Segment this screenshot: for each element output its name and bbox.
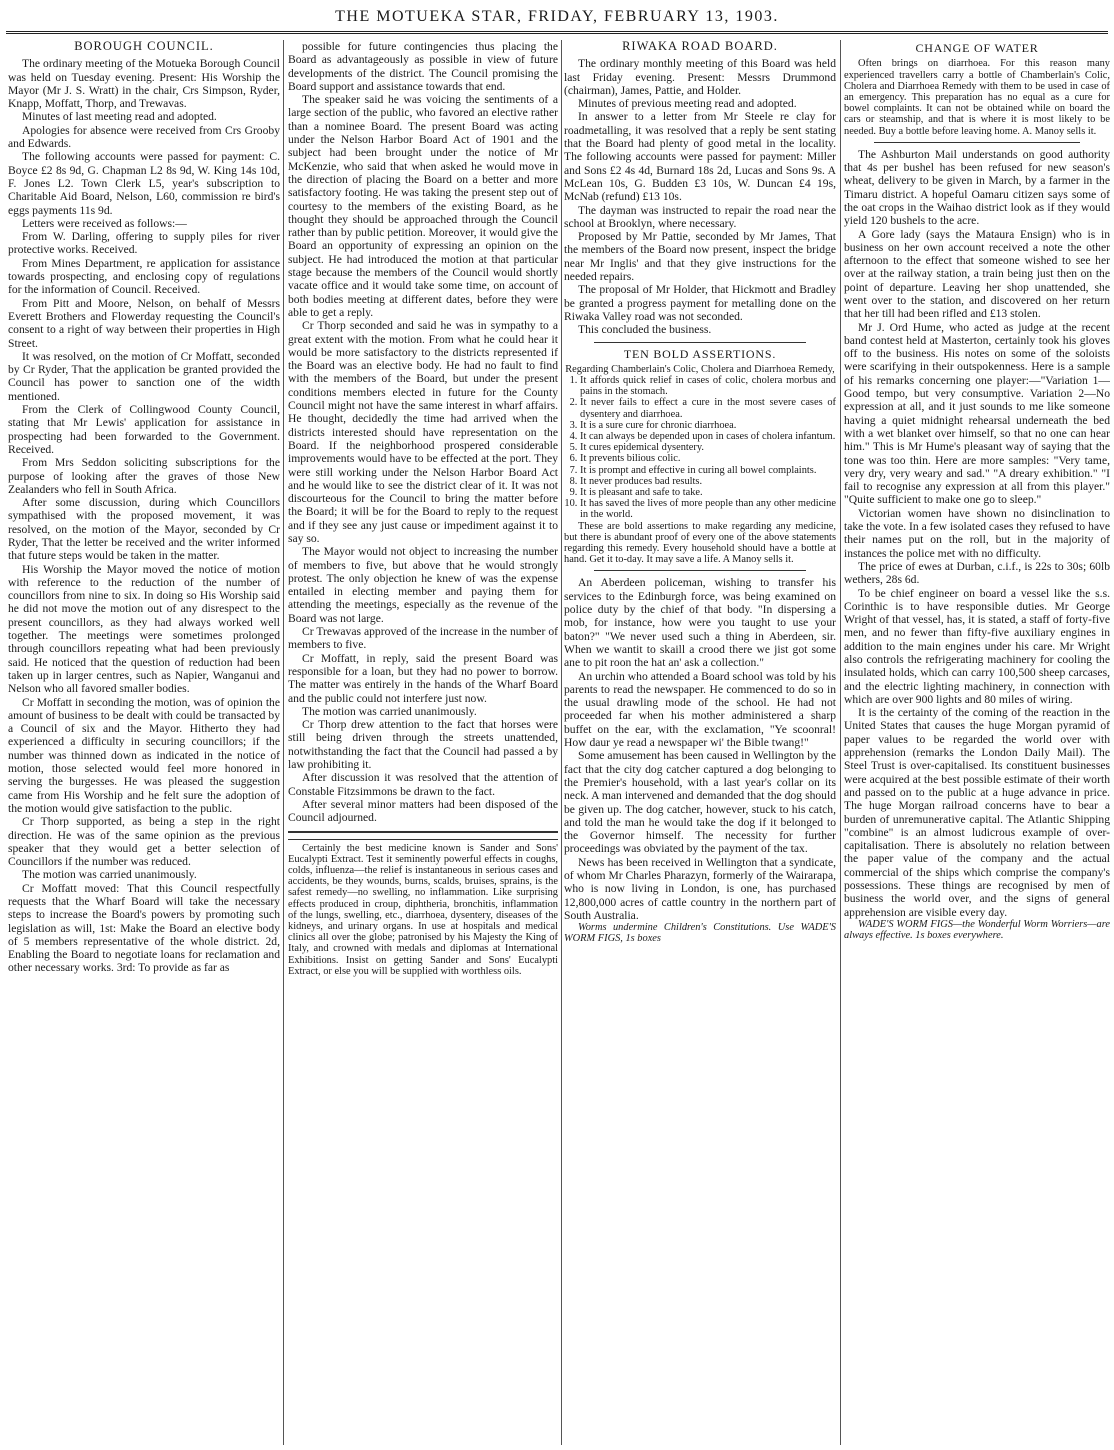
paragraph: It is the certainty of the coming of the reaction in the United States that causes the huge Morgan pyramid of paper values to be regarded the world over with apprehension (remarks the London Daily Mail). The Steel Trust is over-capitalised. Its constituent businesses were acquired at the best possible estimate of their worth and passed on to the public at a huge advance in price. The huge Morgan railroad concerns have to bear a burden of unremunerative capital. The Atlantic Shipping "combine" is an almost ludicrous example of over-capitalisation. There is absolutely no relation between the paper value of the company and the actual commercial of the ships which comprise the company's possessions. These things are recognised by men of business the world over, and the signs of general apprehension are visible every day. [844, 706, 1110, 919]
paragraph: possible for future contingencies thus placing the Board as advantageously as possible in view of future developments of the district. The Council promising the Board support and assistance towards that end. [288, 40, 558, 93]
paragraph: Cr Moffatt in seconding the motion, was of opinion the amount of business to be dealt with could be transacted by a Council of six and the Mayor. Hitherto they had experienced a difficulty in securing councillors; if the number was thinned down as indicated in the notice of motion, those selected would feel more honored in serving the burgesses. He was pleased the suggestion came from His Worship and he felt sure the adoption of the motion would give satisfaction to the public. [8, 695, 280, 815]
assertions-heading: TEN BOLD ASSERTIONS. [623, 346, 777, 361]
paragraph: To be chief engineer on board a vessel like the s.s. Corinthic is to have responsible duties. Mr George Wright of that vessel, has, it is stated, a staff of forty-five men, and no fewer than fifty-five auxiliary engines in addition to the main engines under his care. Mr Wright also controls the refrigerating machinery for cooling the insulated holds, which can carry 100,500 sheep carcases, and the electric lighting machinery, in connection with which are over 900 lights and 80 miles of wiring. [844, 586, 1110, 706]
paragraph: The following accounts were passed for payment: C. Boyce £2 8s 9d, G. Chapman L2 8s 9d, W. King 14s 10d, F. Jones L2. Town Clerk L5, year's subscription to Charitable Aid Board, Nelson, L60, commission re bird's eggs payments 11s 9d. [8, 150, 280, 217]
masthead-rule [6, 31, 1108, 34]
article-body [288, 40, 558, 825]
paragraph: Cr Thorp seconded and said he was in sympathy to a great extent with the motion. From what he could hear it would be more satisfactory to the districts represented if the Board was an elective body. He had no fault to find with the members of the Board, but under the present conditions members elected in future for the County Council might not have the same interest in wharf affairs. He thought, decidedly the time had arrived when the districts interested should have representation on the Board. If the neighborhood prospered considerable improvements would have to be effected at the port. They were still working under the Nelson Harbor Board Act and he would like to see the district clear of it. It was not discourteous for the Council to bring the matter before the Board; it will be for the Board to reply to the request and if they see any just cause or impediment against it to say so. [288, 319, 558, 545]
footer-advert: WADE'S WORM FIGS—the Wonderful Worm Worriers—are always effective. 1s boxes everywhere. [844, 918, 1110, 942]
article-body [844, 148, 1110, 919]
assertion-item: 7. It is prompt and effective in curing all bowel complaints. [580, 465, 836, 476]
paragraph: The Mayor would not object to increasing the number of members to five, but above that he would strongly protest. The only objection he knew of was the expense entailed in electing member and paying them for attending the meetings, especially as the revenue of the Board was not large. [288, 545, 558, 625]
paragraph: News has been received in Wellington that a syndicate, of whom Mr Charles Pharazyn, formerly of the Wairarapa, who is now living in London, is one, has purchased 12,800,000 acres of cattle country in the northern part of South Australia. [564, 855, 836, 922]
paragraph: This concluded the business. [578, 323, 712, 337]
paragraph: An Aberdeen policeman, wishing to transfer his services to the Edinburgh force, was being examined on police duty by the chief of that body. "In dispersing a mob, for instance, how were you taught to use your baton?" "We never used such a thing in Aberdeen, sir. When we wantit to skaill a crood there we jist got some ane to pit roon the hat an' ask a collection." [564, 576, 836, 670]
paragraph: A Gore lady (says the Mataura Ensign) who is in business on her own account received a note the other afternoon to the effect that someone wished to see her over at the railway station, a train being just then on the point of departure. Leaving her shop unattended, she went over to the station, and discovered on her return that her till had been rifled and £13 stolen. [844, 227, 1110, 321]
advert-change-of-water: Often brings on diarrhoea. For this reason many experienced travellers carry a bottle of Chamberlain's Colic, Cholera and Diarrhoea Remedy with them to be used in case of an emergency. This preparation has no equal as a cure for bowel complaints. It can not be obtained while on board the cars or steamship, and that is where it is most likely to be needed. Buy a bottle before leaving home. A. Manoy sells it. [844, 58, 1110, 137]
assertion-item: 4. It can always be depended upon in cases of cholera infantum. [580, 431, 836, 442]
paragraph: Minutes of previous meeting read and adopted. [578, 97, 797, 111]
paragraph: From the Clerk of Collingwood County Council, stating that Mr Lewis' application for assistance in prospecting had been forwarded to the Government. Received. [8, 403, 280, 456]
paragraph: Apologies for absence were received from Crs Grooby and Edwards. [8, 123, 280, 151]
paragraph: The motion was carried unanimously. [22, 868, 197, 882]
column-1 [8, 40, 280, 1448]
divider [594, 342, 806, 343]
assertion-item: 6. It prevents bilious colic. [580, 453, 836, 464]
paragraph: After several minor matters had been disposed of the Council adjourned. [288, 797, 558, 825]
article-body [564, 576, 836, 922]
advert-heading: CHANGE OF WATER [915, 41, 1039, 55]
paragraph: Victorian women have shown no disinclination to take the vote. In a few isolated cases they refused to have their names put on the roll, but in the majority of instances the police met with no difficulty. [844, 506, 1110, 560]
paragraph: Letters were received as follows:— [22, 216, 187, 230]
article-body [564, 57, 836, 336]
paragraph: After discussion it was resolved that the attention of Constable Fitzsimmons be drawn to the fact. [288, 771, 558, 798]
article-body [8, 57, 280, 974]
column-3 [564, 40, 836, 1448]
paragraph: An urchin who attended a Board school was told by his parents to read the newspaper. He commenced to do so in the usual drawling mode of the school. He had not proceeded far when his mother administered a sharp buffet on the ear, with the exclamation, "Ye scoonral! How daur ye read a newspaper wi' the Bible twang!" [564, 669, 836, 750]
assertion-item: 9. It is pleasant and safe to take. [580, 487, 836, 498]
paragraph: Cr Moffatt, in reply, said the present Board was responsible for a loan, but they had no power to borrow. The matter was entirely in the hands of the Wharf Board and the public could not interfere just now. [288, 651, 558, 705]
masthead [0, 2, 1114, 36]
paragraph: The motion was carried unanimously. [302, 704, 477, 718]
paragraph: From Pitt and Moore, Nelson, on behalf of Messrs Everett Brothers and Flowerday requesting the Council's consent to a right of way between their properties in High Street. [8, 296, 280, 350]
column-rule [561, 40, 562, 1445]
assertion-item: 10. It has saved the lives of more people than any other medicine in the world. [580, 498, 836, 520]
paragraph: In answer to a letter from Mr Steele re clay for roadmetalling, it was resolved that a reply be sent stating that the Board had plenty of good metal in the locality. The following accounts were passed for payment: Miller and Sons £2 4s 4d, Burnard 18s 2d, Lucas and Sons 9s. A McLean 10s, G. Budden £3 10s, W. Duncan £4 19s, McNab (refund) £13 10s. [564, 110, 836, 204]
assertion-item: 2. It never fails to effect a cure in the most severe cases of dysentery and diarrhoea. [580, 397, 836, 419]
paragraph: The speaker said he was voicing the sentiments of a large section of the public, who favored an elective rather than a nominee Board. The present Board was acting under the Nelson Harbor Board Act of 1901 and the subject had been brought under the notice of Mr McKenzie, who said that when asked he would move in the direction of placing the Board on a better and more satisfactory footing. He was taking the present step out of courtesy to the members of the existing Board, as he thought they should be approached through the Council rather than by public petition. Moreover, it would give the Board an opportunity of expressing an opinion on the subject. He had introduced the motion at that particular stage because the members of the Council would shortly vacate office and it would take some time, on account of both bodies meeting at different dates, before they were able to get a reply. [288, 93, 558, 319]
divider [874, 142, 1080, 143]
paragraph: His Worship the Mayor moved the notice of motion with reference to the reduction of the number of councillors from nine to six. In doing so His Worship said he did not move the motion out of any disrespect to the present councillors, as they had always worked well together. The meetings were sometimes prolonged through councillors repeating what had been previously said. He noticed that the question of reduction had been taken up in larger centres, such as Napier, Wanganui and Nelson who all favored smaller bodies. [8, 562, 280, 696]
paragraph: Minutes of last meeting read and adopted. [22, 110, 217, 124]
assertions-list [564, 375, 836, 521]
assertions-intro: Regarding Chamberlain's Colic, Cholera and Diarrhoea Remedy, [565, 363, 835, 375]
paragraph: The Ashburton Mail understands on good authority that 4s per bushel has been refused for new season's wheat, delivery to be given in March, by a farmer in the Timaru district. A hopeful Oamaru citizen says some of the oat crops in the Waihao district look as if they would yield 120 bushels to the acre. [844, 147, 1110, 228]
assertion-item: 8. It never produces bad results. [580, 476, 836, 487]
article-heading: BOROUGH COUNCIL. [74, 40, 214, 53]
paragraph: From Mines Department, re application for assistance towards prospecting, and enclosing copy of regulations for the information of Council. Received. [8, 256, 280, 297]
paragraph: Proposed by Mr Pattie, seconded by Mr James, That the members of the Board now present, inspect the bridge near Mr Inglis' and that they give instructions for the needed repairs. [564, 230, 836, 284]
paragraph: Cr Trewavas approved of the increase in the number of members to five. [288, 625, 558, 652]
footer-advert: Worms undermine Children's Constitutions. Use WADE'S WORM FIGS, 1s boxes [564, 922, 836, 945]
paragraph: The proposal of Mr Holder, that Hickmott and Bradley be granted a progress payment for metalling done on the Riwaka Valley road was not seconded. [564, 283, 836, 323]
masthead-title: THE MOTUEKA STAR, FRIDAY, FEBRUARY 13, 1903. [335, 8, 779, 25]
paragraph: From Mrs Seddon soliciting subscriptions for the purpose of looking after the graves of those New Zealanders who fell in South Africa. [8, 456, 280, 496]
assertion-item: 1. It affords quick relief in cases of colic, cholera morbus and pains in the stomach. [580, 375, 836, 397]
paragraph: Mr J. Ord Hume, who acted as judge at the recent band contest held at Masterton, certainly took his gloves off to the business. His notes on some of the soloists were scarifying in their outspokenness. Here is a sample of his remarks concerning one player:—"Variation 1—Good tempo, but very consumptive. Variation 2—No expression at all, and it just sounds to me like someone having a quiet midnight rehearsal underneath the bed with a wet blanket over himself, so that no one can hear him." This is Mr Hume's pleasant way of saying that the tone was too thin. Here are more samples: "Very tame, very dry, very weary and sad." "A dreary exhibition." "I fail to recognise any expression at all from this player." "Quite sufficient to make one go to sleep." [844, 320, 1110, 507]
assertions-outro: These are bold assertions to make regarding any medicine, but there is abundant proof of every one of the above statements regarding this remedy. Every household should have a bottle at hand. Get it to-day. It may save a life. A Manoy sells it. [564, 520, 836, 566]
divider [594, 570, 806, 571]
assertion-item: 5. It cures epidemical dysentery. [580, 442, 836, 453]
divider [288, 831, 558, 833]
paragraph: Cr Thorp supported, as being a step in the right direction. He was of the same opinion as the previous speaker that they would get a better selection of Councillors if the number was reduced. [8, 815, 280, 869]
column-2 [288, 40, 558, 1448]
paragraph: From W. Darling, offering to supply piles for river protective works. Received. [8, 230, 280, 257]
paragraph: The ordinary monthly meeting of this Board was held last Friday evening. Present: Messrs Drummond (chairman), James, Pattie, and Holder. [564, 57, 836, 97]
paragraph: The price of ewes at Durban, c.i.f., is 22s to 30s; 60lb wethers, 28s 6d. [844, 559, 1110, 587]
column-rule [840, 40, 841, 1445]
paragraph: The dayman was instructed to repair the road near the school at Brooklyn, where necessary. [564, 203, 836, 230]
paragraph: The ordinary meeting of the Motueka Borough Council was held on Tuesday evening. Present: His Worship the Mayor (Mr J. S. Wratt) in the chair, Crs Simpson, Ryder, Knapp, Moffatt, Thorp, and Trewavas. [8, 57, 280, 111]
advert-eucalypti: Certainly the best medicine known is Sander and Sons' Eucalypti Extract. Test it seminently powerful effects in coughs, colds, influenza—the relief is instantaneous in serious cases and accidents, be they wounds, burns, scalds, bruises, sprains, is the safest remedy—no swelling, no inflammation. Like surprising effects produced in croup, diphtheria, bronchitis, inflammation of the lungs, swelling, etc., diarrhoea, dysentery, diseases of the kidneys, and urinary organs. In use at hospitals and medical clinics all over the globe; patronised by his Majesty the King of Italy, and crowned with medals and diplomas at International Exhibitions. Insist on getting Sander and Sons' Eucalypti Extract, or else you will be supplied with worthless oils. [288, 839, 558, 977]
assertion-item: 3. It is a sure cure for chronic diarrhoea. [580, 420, 836, 431]
column-4 [844, 40, 1110, 1448]
article-heading: RIWAKA ROAD BOARD. [622, 40, 778, 53]
column-rule [283, 40, 284, 1445]
paragraph: After some discussion, during which Councillors sympathised with the proposed movement, it was resolved, on the motion of the Mayor, seconded by Cr Ryder, That the letter be received and the writer informed that future steps would be taken in the matter. [8, 496, 280, 563]
paragraph: Cr Thorp drew attention to the fact that horses were still being driven through the streets unattended, notwithstanding the fact that the Council had passed a by law prohibiting it. [288, 718, 558, 772]
paragraph: Some amusement has been caused in Wellington by the fact that the city dog catcher captured a dog belonging to the Premier's household, with a last year's collar on its neck. A man intervened and demanded that the dog should be given up. The dog catcher, however, stuck to his catch, and told the man he would take the dog if it belonged to the Governor himself. The necessity for further proceedings was obviated by the payment of the tax. [564, 749, 836, 856]
paragraph: It was resolved, on the motion of Cr Moffatt, seconded by Cr Ryder, That the application be granted provided the Council has power to sanction one of the width mentioned. [8, 349, 280, 403]
paragraph: Cr Moffatt moved: That this Council respectfully requests that the Wharf Board will take the necessary steps to increase the Board's powers by promoting such legislation as will, 1st: Make the Board an elective body of 5 members representative of the whole district. 2d, Enabling the Board to negotiate loans for reclamation and other necessary works. 3rd: To provide as far as [8, 881, 280, 975]
